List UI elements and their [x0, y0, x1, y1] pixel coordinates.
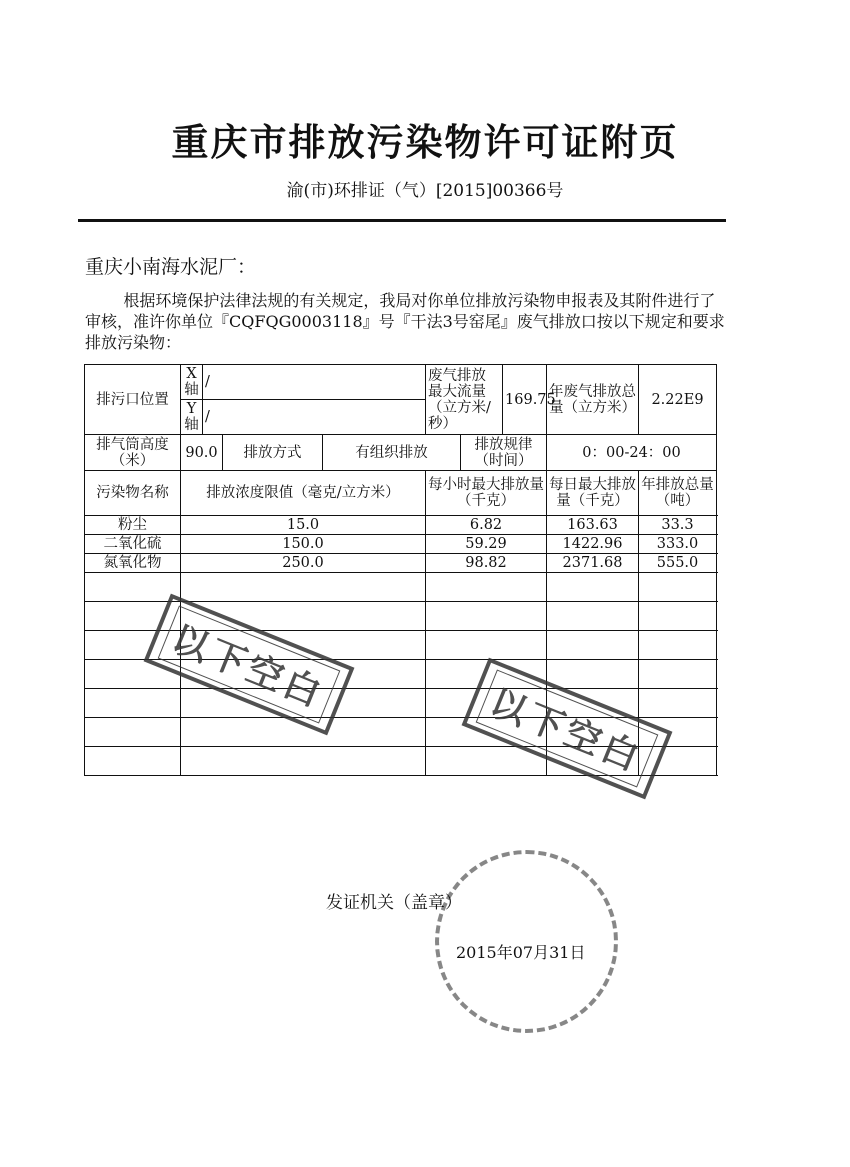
limit-value: 150.0 [181, 535, 426, 554]
table-row [85, 535, 717, 554]
blank-stamp-text: 以下空白 [158, 605, 341, 723]
method-label: 排放方式 [223, 435, 323, 471]
daily-value: 1422.96 [547, 535, 639, 554]
pollutant-name: 氮氧化物 [85, 554, 181, 573]
annual-total-label: 年废气排放总量（立方米） [547, 365, 639, 435]
permit-number: 渝(市)环排证（气）[2015]00366号 [286, 181, 564, 201]
max-flow-label: 废气排放最大流量（立方米/秒） [426, 365, 503, 435]
schedule-label: 排放规律（时间） [461, 435, 547, 471]
schedule-value: 0：00-24：00 [547, 435, 717, 471]
y-axis-label: Y轴 [181, 400, 203, 435]
stack-height-value: 90.0 [181, 435, 223, 471]
x-axis-label: X轴 [181, 365, 203, 400]
annual-total-value: 2.22E9 [639, 365, 717, 435]
annual-value: 333.0 [639, 535, 717, 554]
stack-height-label: 排气筒高度（米） [85, 435, 181, 471]
table-row [85, 516, 717, 535]
annual-value: 555.0 [639, 554, 717, 573]
col-daily: 每日最大排放量（千克） [547, 471, 639, 516]
max-flow-value: 169.75 [503, 365, 547, 435]
y-axis-value: / [203, 400, 426, 435]
hourly-value: 59.29 [426, 535, 547, 554]
pollutant-name: 粉尘 [85, 516, 181, 535]
limit-value: 250.0 [181, 554, 426, 573]
col-pollutant: 污染物名称 [85, 471, 181, 516]
blank-stamp-text: 以下空白 [476, 669, 659, 787]
outlet-position-label: 排污口位置 [85, 365, 181, 435]
daily-value: 163.63 [547, 516, 639, 535]
col-annual: 年排放总量（吨） [639, 471, 717, 516]
page-title: 重庆市排放污染物许可证附页 [171, 121, 679, 164]
x-axis-value: / [203, 365, 426, 400]
table-row [85, 554, 717, 573]
col-limit: 排放浓度限值（毫克/立方米） [181, 471, 426, 516]
issuing-authority: 发证机关（盖章） [326, 893, 462, 913]
annual-value: 33.3 [639, 516, 717, 535]
body-paragraph: 根据环境保护法律法规的有关规定，我局对你单位排放污染物申报表及其附件进行了审核，准许你单位『CQFQG0003118』号『干法3号窑尾』废气排放口按以下规定和要求排放污染物： [85, 291, 725, 352]
hourly-value: 98.82 [426, 554, 547, 573]
daily-value: 2371.68 [547, 554, 639, 573]
method-value: 有组织排放 [323, 435, 461, 471]
col-hourly: 每小时最大排放量（千克） [426, 471, 547, 516]
addressee: 重庆小南海水泥厂： [85, 256, 257, 278]
limit-value: 15.0 [181, 516, 426, 535]
divider [78, 219, 726, 222]
pollutant-name: 二氧化硫 [85, 535, 181, 554]
hourly-value: 6.82 [426, 516, 547, 535]
issue-date: 2015年07月31日 [456, 943, 586, 962]
